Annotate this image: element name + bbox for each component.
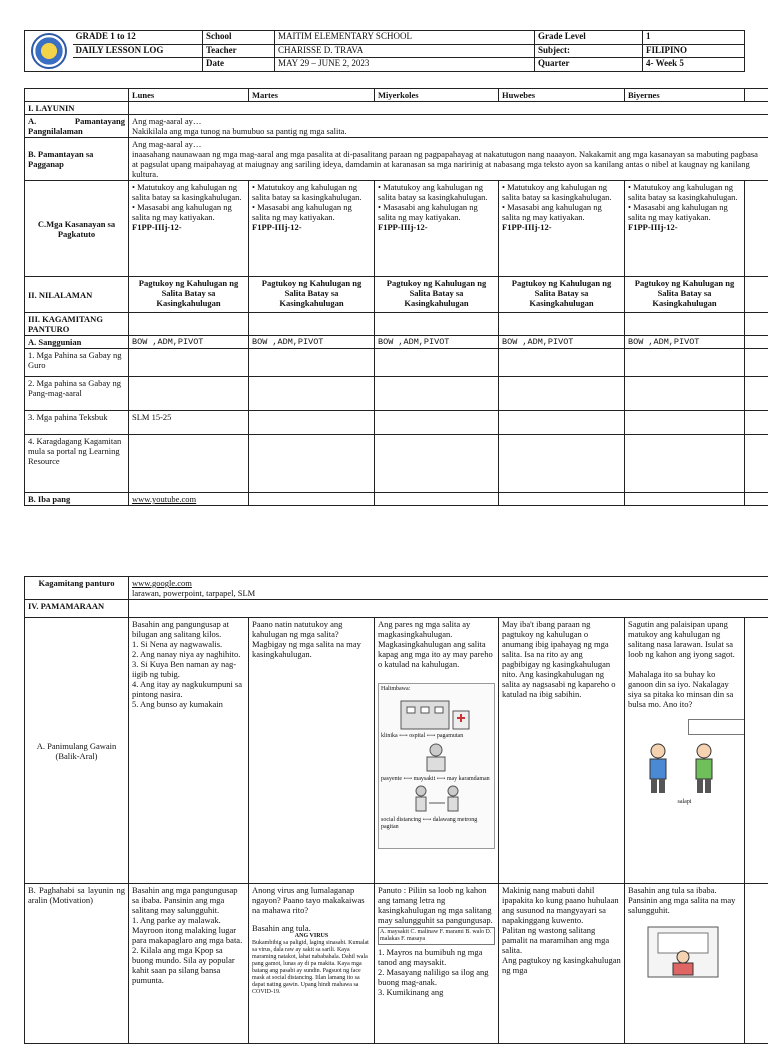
pamantayang-pangnilalaman-text: Ang mag-aaral ay… Nakikilala ang mga tunog na bumubuo sa pantig ng mga salita. (129, 115, 768, 138)
nilalaman-label: II. NILALAMAN (25, 277, 129, 313)
nilalaman-tue: Pagtukoy ng Kahulugan ng Salita Batay sa Kasingkahulugan (249, 277, 375, 313)
school-value: MAITIM ELEMENTARY SCHOOL (275, 31, 535, 45)
nilalaman-wed: Pagtukoy ng Kahulugan ng Salita Batay sa Kasingkahulugan (375, 277, 499, 313)
kasanayan-tue: • Matutukoy ang kahulugan ng salita batay sa kasingkahulugan. • Masasabi ang kahulugan ng salita ng may katiyakan. F1PP-IIIj-12- (249, 181, 375, 277)
grade-level-value: 1 (643, 31, 745, 45)
iba-pang-label: B. Iba pang (25, 493, 129, 506)
social-distancing-icon (381, 783, 491, 815)
deped-seal-cell (25, 31, 73, 72)
subject-value: FILIPINO (643, 44, 745, 58)
paghahabi-mon: Basahin ang mga pangungusap sa ibaba. Pansinin ang mga salitang may salungguhit. 1. Ang parke ay malawak. Mayroon itong malaking lugar para makapaglaro ang mga bata. 2. Kilala ang mga Kpop sa buong mundo. Sila ay popular kahit saan pa silang bansa pumunta. (129, 884, 249, 1044)
day-header-fri: Biyernes (625, 89, 745, 102)
answer-box (688, 719, 745, 735)
paghahabi-tue: Anong virus ang lumalaganap ngayon? Paano tayo makakaiwas na mahawa rito? Basahin ang tula. ANG VIRUS Bukambibig sa paligid, laging sinasabi. Kumalat sa virus, dala raw ay sakit sa sarili. Kaya maraming natakot, lahat nababahala. Dahil wala pang gamot, lunas ay di pa makita. Kaya mga batang ang pasabi ay sundin. Pagsuot ng face mask at social distancing. Iilan lamang ito sa dapat nating gawin. Upang hindi mahawa sa COVID-19. (249, 884, 375, 1044)
nilalaman-fri: Pagtukoy ng Kahulugan ng Salita Batay sa Kasingkahulugan (625, 277, 745, 313)
pamantayan-sa-pagganap-label: B. Pamantayan sa Pagganap (25, 138, 129, 181)
patient-icon (381, 740, 491, 774)
quarter-value: 4- Week 5 (643, 58, 745, 72)
kasanayan-label: C.Mga Kasanayan sa Pagkatuto (25, 181, 129, 277)
subject-label: Subject: (535, 44, 643, 58)
nilalaman-thu: Pagtukoy ng Kahulugan ng Salita Batay sa Kasingkahulugan (499, 277, 625, 313)
karagdagang-kagamitan-label: 4. Karagdagang Kagamitan mula sa portal ng Learning Resource (25, 435, 129, 493)
corner-cell (25, 89, 129, 102)
pamantayan-sa-pagganap-text: Ang mag-aaral ay… inaasahang naunawaan ng mga mag-aaral ang mga pasalita at di-pasalitang paraan ng pagpapahayag at nakatutugon nang naaayon. Nakakamit ang mga kasanayan sa mabuting pagbasa at pagsulat upang maipahayag at maiugnay ang sariling ideya, damdamin at karanasan sa mga naririnig at nabasang mga teksto ayon sa kanilang antas o nibel at kaugnay ng kanilang kultura. (129, 138, 768, 181)
paghahabi-label: B. Paghahabi sa layunin ng aralin (Motivation) (25, 884, 129, 1044)
header-table (24, 30, 745, 72)
sanggunian-label: A. Sanggunian (25, 336, 129, 349)
choices-box: A. maysakit C. malinaw F. marami B. walo D. malakas F. masaya (378, 927, 495, 945)
panimulang-thu: May iba't ibang paraan ng pagtukoy ng kahulugan o anumang ibig ipahayag ng mga salita. Isa na rito ay ang pagbibigay ng kasingkahulugan nito. Ang kasingkahulugan ng salita ay nagsasabi ng kapareho o katulad na ibig sabihin. (499, 618, 625, 884)
panimulang-fri: Sagutin ang palaisipan upang matukoy ang kahulugan ng salitang nasa larawan. Isulat sa loob ng kahon ang iyong sagot. Mahalaga ito sa buhay ko ganoon din sa iyo. Nakalagay siya sa pitaka ko minsan din sa bulsa mo. Ano ito? salapi (625, 618, 745, 884)
grade-level-label: Grade Level (535, 31, 643, 45)
panimulang-gawain-label: A. Panimulang Gawain (Balik-Aral) (25, 618, 129, 884)
paghahabi-wed: Panuto : Piliin sa loob ng kahon ang tamang letra ng kasingkahulugan ng mga salitang may salungguhit sa pangungusap. A. maysakit C. malinaw F. marami B. walo D. malakas F. masaya 1. Mayros na bumibuh ng mga tanod ang maysakit. 2. Masayang naliligo sa ilog ang buong mag-anak. 3. Kumikinang ang (375, 884, 499, 1044)
hospital-illustration: Halimbawa: klinika ⟷ ospital ⟷ pagamutan pasyente ⟷ maysakit ⟷ may karamdaman social distancing ⟷ dalawang metrong pagitan (378, 683, 495, 849)
grade-title: GRADE 1 to 12 (73, 31, 203, 45)
date-label: Date (203, 58, 275, 72)
sanggunian-wed: BOW ,ADM,PIVOT (375, 336, 499, 349)
two-boys-illustration-icon (628, 741, 738, 797)
layunin-heading: I. LAYUNIN (25, 102, 129, 115)
youtube-link[interactable]: www.youtube.com (129, 493, 249, 506)
date-value: MAY 29 – JUNE 2, 2023 (275, 58, 535, 72)
panimulang-wed: Ang pares ng mga salita ay magkasingkahulugan. Magkasingkahulugan ang salita kapag ang mga ito ay may pareho o katulad na kahulugan. Halimbawa: klinika ⟷ ospital ⟷ pagamutan pasyente ⟷ maysakit ⟷ may karamdaman social distancing ⟷ dalawang metrong pagitan (375, 618, 499, 884)
kasanayan-wed: • Matutukoy ang kahulugan ng salita batay sa kasingkahulugan. • Masasabi ang kahulugan ng salita ng may katiyakan. F1PP-IIIj-12- (375, 181, 499, 277)
sanggunian-thu: BOW ,ADM,PIVOT (499, 336, 625, 349)
kagamitang-panturo-label: III. KAGAMITANG PANTURO (25, 313, 129, 336)
quarter-label: Quarter (535, 58, 643, 72)
gabay-guro-label: 1. Mga Pahina sa Gabay ng Guro (25, 349, 129, 377)
kasanayan-fri: • Matutukoy ang kahulugan ng salita batay sa kasingkahulugan. • Masasabi ang kahulugan ng salita ng may katiyakan. F1PP-IIIj-12- (625, 181, 745, 277)
teacher-label: Teacher (203, 44, 275, 58)
kasanayan-thu: • Matutukoy ang kahulugan ng salita batay sa kasingkahulugan. • Masasabi ang kahulugan ng salita ng may katiyakan. F1PP-IIIj-12- (499, 181, 625, 277)
day-header-tue: Martes (249, 89, 375, 102)
nilalaman-mon: Pagtukoy ng Kahulugan ng Salita Batay sa Kasingkahulugan (129, 277, 249, 313)
pamantayang-pangnilalaman-label: A. Pamantayang Pangnilalaman (25, 115, 129, 138)
teksbuk-label: 3. Mga pahina Teksbuk (25, 411, 129, 435)
google-link[interactable]: www.google.com (132, 578, 765, 588)
paghahabi-thu: Makinig nang mabuti dahil ipapakita ko kung paano huhulaan ang susunod na mangyayari sa napakinggang kuwento. Palitan ng wastong salitang pamalit na maramihan ang mga salita. Ang pagtukoy ng kasingkahulugan ng mga (499, 884, 625, 1044)
panimulang-mon: Basahin ang pangungusap at bilugan ang salitang kilos. 1. Si Nena ay nagwawalis. 2. Ang nanay niya ay naghihito. 3. Si Kuya Ben naman ay nag-iigib ng tubig. 4. Ang itay ay nagkukumpuni sa pintong nasira. 5. Ang bunso ay kumakain (129, 618, 249, 884)
deped-seal-icon (31, 33, 67, 69)
day-header-wed: Miyerkoles (375, 89, 499, 102)
teksbuk-mon: SLM 15-25 (129, 411, 249, 435)
empty-cell (73, 58, 203, 72)
day-header-thu: Huwebes (499, 89, 625, 102)
pamamaraan-heading: IV. PAMAMARAAN (25, 600, 129, 618)
day-header-mon: Lunes (129, 89, 249, 102)
gabay-mag-aaral-label: 2. Mga pahina sa Gabay ng Pang-mag-aaral (25, 377, 129, 411)
kagamitang-panturo-text: www.google.com larawan, powerpoint, tarpapel, SLM (129, 577, 768, 600)
paghahabi-fri: Basahin ang tula sa ibaba. Pansinin ang mga salita na may salungguhit. (625, 884, 745, 1044)
lesson-table-part2 (24, 576, 768, 1044)
panimulang-tue: Paano natin natutukoy ang kahulugan ng mga salita? Magbigay ng mga salita na may kasingkahulugan. (249, 618, 375, 884)
kasanayan-mon: • Matutukoy ang kahulugan ng salita batay sa kasingkahulugan. • Masasabi ang kahulugan ng salita ng may katiyakan. F1PP-IIIj-12- (129, 181, 249, 277)
sanggunian-tue: BOW ,ADM,PIVOT (249, 336, 375, 349)
sanggunian-mon: BOW ,ADM,PIVOT (129, 336, 249, 349)
log-title: DAILY LESSON LOG (73, 44, 203, 58)
sanggunian-fri: BOW ,ADM,PIVOT (625, 336, 745, 349)
teacher-value: CHARISSE D. TRAVA (275, 44, 535, 58)
lesson-table-part1 (24, 88, 768, 506)
school-label: School (203, 31, 275, 45)
kagamitang-panturo-label-2: Kagamitang panturo (25, 577, 129, 600)
child-at-desk-illustration-icon (628, 923, 738, 979)
hospital-icon (381, 693, 491, 731)
